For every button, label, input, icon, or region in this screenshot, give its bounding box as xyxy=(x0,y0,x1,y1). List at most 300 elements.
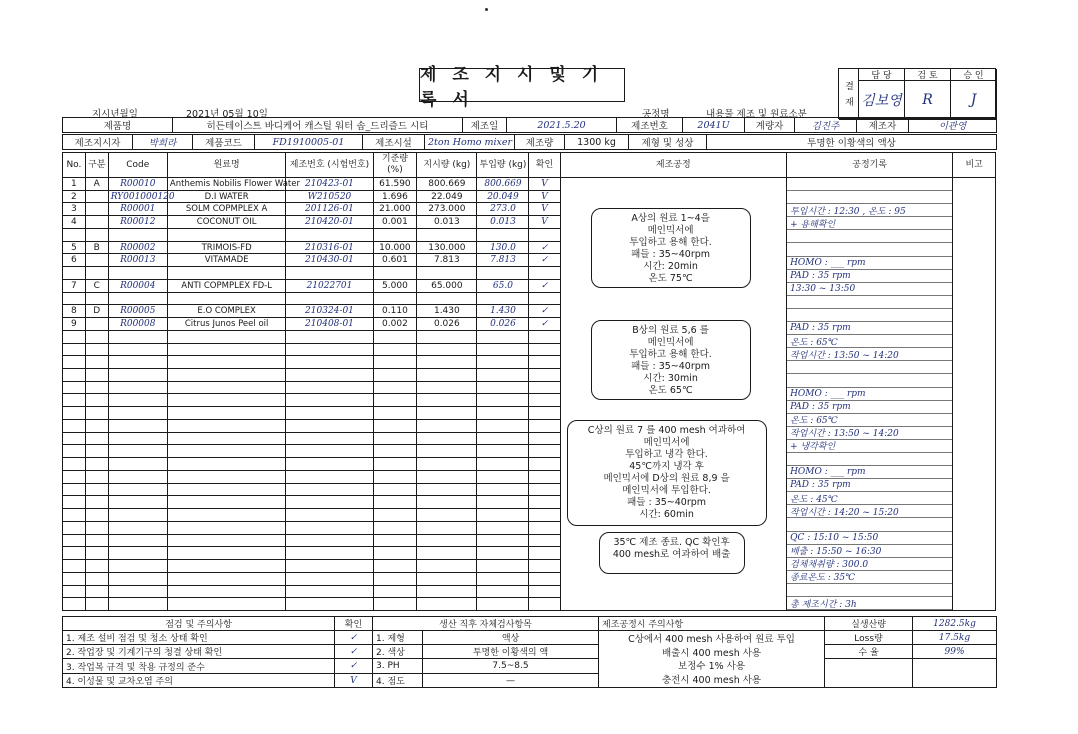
row-phase xyxy=(85,496,108,509)
row-std xyxy=(373,470,417,483)
row-material xyxy=(167,598,285,611)
row-lot xyxy=(286,228,373,241)
row-std xyxy=(373,292,417,305)
row-input xyxy=(477,534,529,547)
record-line xyxy=(787,374,952,387)
row-material xyxy=(167,509,285,522)
row-no xyxy=(63,394,86,407)
row-check xyxy=(529,356,560,369)
row-lot: 210316-01 xyxy=(286,241,373,254)
row-phase xyxy=(85,572,108,585)
row-code: R00004 xyxy=(108,279,167,292)
row-material xyxy=(167,419,285,432)
row-no: 2 xyxy=(63,190,86,203)
note-3: 보정수 1% 사용 xyxy=(678,661,746,672)
row-check xyxy=(529,585,560,598)
row-no xyxy=(63,343,86,356)
row-instructed xyxy=(417,560,477,573)
col-std: 기준량 (%) xyxy=(373,153,417,178)
record-line: PAD : 35 rpm xyxy=(787,270,952,283)
row-lot xyxy=(286,509,373,522)
row-std: 0.002 xyxy=(373,318,417,331)
check-item-2: 2. 작업장 및 기계기구의 청결 상태 확인 xyxy=(63,645,335,659)
row-code xyxy=(108,496,167,509)
record-line: 작업시간 : 13:50 ~ 14:20 xyxy=(787,348,952,361)
row-input: 0.026 xyxy=(477,318,529,331)
row-code: R00008 xyxy=(108,318,167,331)
check-item-1: 1. 제조 설비 점검 및 청소 상태 확인 xyxy=(63,631,335,645)
record-line: + 용해확인 xyxy=(787,217,952,230)
row-code xyxy=(108,572,167,585)
row-lot xyxy=(286,585,373,598)
col-material: 원료명 xyxy=(167,153,285,178)
row-std xyxy=(373,419,417,432)
row-material xyxy=(167,445,285,458)
check-item-4: 4. 이성물 및 교차오염 주의 xyxy=(63,674,335,688)
record-line xyxy=(787,584,952,597)
row-std xyxy=(373,572,417,585)
insp-item-4: 4. 점도 xyxy=(373,674,423,688)
row-check xyxy=(529,330,560,343)
yield-label-1: Loss량 xyxy=(825,631,913,645)
row-check xyxy=(529,419,560,432)
row-input xyxy=(477,509,529,522)
row-code xyxy=(108,394,167,407)
row-instructed xyxy=(417,343,477,356)
row-input xyxy=(477,394,529,407)
row-std xyxy=(373,534,417,547)
row-std xyxy=(373,458,417,471)
mfg-date-label: 제조일 xyxy=(463,118,507,133)
record-line: HOMO : ___ rpm xyxy=(787,388,952,401)
row-instructed xyxy=(417,509,477,522)
row-phase xyxy=(85,432,108,445)
row-std xyxy=(373,369,417,382)
row-instructed xyxy=(417,267,477,280)
orderer-label: 제조지시자 xyxy=(63,135,133,150)
insp-val-3: 7.5~8.5 xyxy=(423,659,599,674)
row-instructed xyxy=(417,445,477,458)
row-no xyxy=(63,267,86,280)
note-2: 배출시 400 mesh 사용 xyxy=(661,647,762,659)
row-phase xyxy=(85,458,108,471)
row-std: 21.000 xyxy=(373,203,417,216)
process-notes xyxy=(599,631,825,688)
record-column xyxy=(787,178,953,611)
mfg-date: 2021.5.20 xyxy=(507,118,617,133)
row-check xyxy=(529,458,560,471)
row-input xyxy=(477,483,529,496)
row-input xyxy=(477,547,529,560)
row-input: 130.0 xyxy=(477,241,529,254)
row-check: ✓ xyxy=(529,305,560,318)
col-no: No. xyxy=(63,153,86,178)
check-title: 점검 및 주의사항 xyxy=(63,617,335,631)
row-input xyxy=(477,521,529,534)
row-no xyxy=(63,521,86,534)
row-std: 0.601 xyxy=(373,254,417,267)
signature-approve: J xyxy=(951,81,997,120)
form: 투명한 이황색의 액상 xyxy=(707,135,997,150)
record-line: 작업시간 : 13:50 ~ 14:20 xyxy=(787,427,952,440)
row-code: R00005 xyxy=(108,305,167,318)
row-no xyxy=(63,381,86,394)
row-lot: 210420-01 xyxy=(286,216,373,229)
row-code xyxy=(108,267,167,280)
row-instructed xyxy=(417,369,477,382)
row-phase xyxy=(85,419,108,432)
process-step-3: C상의 원료 7 를 400 mesh 여과하여 메인믹서에 투입하고 냉각 한다. 45℃까지 냉각 후 메인믹서에 D상의 원료 8,9 을 메인믹서에 투입한다. 패들 : 35~40rpm 시간: 60min xyxy=(567,420,767,526)
row-no: 6 xyxy=(63,254,86,267)
row-no xyxy=(63,483,86,496)
row-phase xyxy=(85,521,108,534)
col-process: 제조공정 xyxy=(560,153,786,178)
row-instructed xyxy=(417,458,477,471)
row-input: 0.013 xyxy=(477,216,529,229)
record-line: + 냉각확인 xyxy=(787,440,952,453)
row-input xyxy=(477,228,529,241)
row-check xyxy=(529,369,560,382)
row-instructed xyxy=(417,534,477,547)
row-phase xyxy=(85,330,108,343)
record-line xyxy=(787,518,952,531)
record-line: 온도 : 65℃ xyxy=(787,414,952,427)
row-lot xyxy=(286,330,373,343)
row-material: TRIMOIS-FD xyxy=(167,241,285,254)
yield-label-2: 수 율 xyxy=(825,645,913,659)
row-phase: A xyxy=(85,178,108,191)
row-phase xyxy=(85,407,108,420)
row-phase xyxy=(85,598,108,611)
row-input xyxy=(477,369,529,382)
row-lot xyxy=(286,521,373,534)
insp-val-4: — xyxy=(423,674,599,688)
row-lot xyxy=(286,267,373,280)
row-code xyxy=(108,560,167,573)
row-lot xyxy=(286,356,373,369)
record-line: 종료온도 : 35℃ xyxy=(787,571,952,584)
row-lot: W210520 xyxy=(286,190,373,203)
row-lot xyxy=(286,407,373,420)
row-phase xyxy=(85,470,108,483)
row-no xyxy=(63,445,86,458)
row-check: ✓ xyxy=(529,318,560,331)
row-std xyxy=(373,509,417,522)
ingredient-table xyxy=(62,152,996,611)
row-std: 0.110 xyxy=(373,305,417,318)
row-code xyxy=(108,356,167,369)
row-phase: B xyxy=(85,241,108,254)
row-material: D.I WATER xyxy=(167,190,285,203)
row-material xyxy=(167,369,285,382)
record-line: 검체채취량 : 300.0 xyxy=(787,558,952,571)
check-mark-2: ✓ xyxy=(335,645,373,659)
row-input xyxy=(477,407,529,420)
row-phase xyxy=(85,483,108,496)
notes-title: 제조공정시 주의사항 xyxy=(599,617,825,631)
insp-item-1: 1. 제형 xyxy=(373,631,423,645)
product-code: FD1910005-01 xyxy=(255,135,363,150)
row-input xyxy=(477,445,529,458)
row-std xyxy=(373,330,417,343)
row-instructed: 0.013 xyxy=(417,216,477,229)
row-material xyxy=(167,356,285,369)
row-std xyxy=(373,521,417,534)
row-code: R00001 xyxy=(108,203,167,216)
row-check xyxy=(529,534,560,547)
row-phase: C xyxy=(85,279,108,292)
record-line: 온도 : 65℃ xyxy=(787,335,952,348)
row-no xyxy=(63,228,86,241)
row-no xyxy=(63,509,86,522)
row-input xyxy=(477,470,529,483)
record-line xyxy=(787,296,952,309)
col-instructed: 지시량 (kg) xyxy=(417,153,477,178)
row-no xyxy=(63,407,86,420)
row-input xyxy=(477,572,529,585)
check-col: 확인 xyxy=(335,617,373,631)
row-phase xyxy=(85,343,108,356)
row-instructed: 7.813 xyxy=(417,254,477,267)
product-name-label: 제품명 xyxy=(63,118,173,133)
record-line xyxy=(787,309,952,322)
row-phase xyxy=(85,267,108,280)
row-material xyxy=(167,292,285,305)
row-phase xyxy=(85,292,108,305)
record-line xyxy=(787,191,952,204)
row-instructed xyxy=(417,228,477,241)
row-material xyxy=(167,534,285,547)
check-mark-1: ✓ xyxy=(335,631,373,645)
batch-size-label: 제조량 xyxy=(515,135,565,150)
row-no xyxy=(63,330,86,343)
row-std xyxy=(373,228,417,241)
row-phase xyxy=(85,509,108,522)
row-lot xyxy=(286,369,373,382)
order-date-label: 지시년월일 xyxy=(92,109,138,120)
row-code xyxy=(108,547,167,560)
row-no: 9 xyxy=(63,318,86,331)
row-check xyxy=(529,267,560,280)
row-code xyxy=(108,521,167,534)
process-name: 내용물 제조 및 원료소분 xyxy=(706,109,807,120)
row-std: 5.000 xyxy=(373,279,417,292)
row-instructed xyxy=(417,394,477,407)
row-material xyxy=(167,521,285,534)
maker-label: 제조자 xyxy=(857,118,909,133)
row-std xyxy=(373,445,417,458)
row-std xyxy=(373,483,417,496)
row-phase xyxy=(85,356,108,369)
row-phase xyxy=(85,381,108,394)
row-check xyxy=(529,394,560,407)
row-phase: D xyxy=(85,305,108,318)
row-lot: 210423-01 xyxy=(286,178,373,191)
row-std xyxy=(373,356,417,369)
row-material xyxy=(167,547,285,560)
row-std xyxy=(373,598,417,611)
row-no xyxy=(63,534,86,547)
row-lot xyxy=(286,394,373,407)
row-lot xyxy=(286,445,373,458)
process-step-2: B상의 원료 5,6 를 메인믹서에 투입하고 용해 한다. 패들 : 35~40rpm 시간: 30min 온도 65℃ xyxy=(591,320,751,400)
row-check: ✓ xyxy=(529,254,560,267)
row-material xyxy=(167,496,285,509)
row-check: ✓ xyxy=(529,241,560,254)
row-input xyxy=(477,292,529,305)
col-input: 투입량 (kg) xyxy=(477,153,529,178)
row-code: R00012 xyxy=(108,216,167,229)
lot-no-label: 제조번호 xyxy=(617,118,683,133)
row-input: 65.0 xyxy=(477,279,529,292)
approval-box xyxy=(838,68,996,119)
row-instructed: 800.669 xyxy=(417,178,477,191)
row-std xyxy=(373,343,417,356)
row-code xyxy=(108,534,167,547)
row-std: 0.001 xyxy=(373,216,417,229)
row-code xyxy=(108,419,167,432)
row-check xyxy=(529,560,560,573)
row-instructed xyxy=(417,292,477,305)
row-no: 8 xyxy=(63,305,86,318)
row-phase xyxy=(85,190,108,203)
col-record: 공정기록 xyxy=(787,153,953,178)
record-line xyxy=(787,230,952,243)
row-material xyxy=(167,267,285,280)
product-header xyxy=(62,117,997,133)
signature-staff: 김보영 xyxy=(859,81,905,120)
col-lot: 제조번호 (시험번호) xyxy=(286,153,373,178)
row-material: E.O COMPLEX xyxy=(167,305,285,318)
col-code: Code xyxy=(108,153,167,178)
row-check xyxy=(529,509,560,522)
row-no xyxy=(63,458,86,471)
insp-val-1: 액상 xyxy=(423,631,599,645)
process-label: 공정명 xyxy=(642,109,670,120)
approval-header-staff: 담 당 xyxy=(859,69,905,81)
row-input: 800.669 xyxy=(477,178,529,191)
record-line: 배출 : 15:50 ~ 16:30 xyxy=(787,545,952,558)
row-check xyxy=(529,343,560,356)
row-material xyxy=(167,394,285,407)
row-phase xyxy=(85,369,108,382)
row-check xyxy=(529,445,560,458)
row-phase xyxy=(85,560,108,573)
row-code xyxy=(108,509,167,522)
note-4: 충전시 400 mesh 사용 xyxy=(661,674,762,686)
row-std xyxy=(373,547,417,560)
row-lot xyxy=(286,458,373,471)
row-check xyxy=(529,483,560,496)
row-code xyxy=(108,432,167,445)
row-lot: 201126-01 xyxy=(286,203,373,216)
approval-header-review: 검 토 xyxy=(905,69,951,81)
row-instructed: 130.000 xyxy=(417,241,477,254)
maker: 이관영 xyxy=(909,118,997,133)
row-code xyxy=(108,228,167,241)
row-instructed xyxy=(417,496,477,509)
insp-item-2: 2. 색상 xyxy=(373,645,423,659)
row-check xyxy=(529,407,560,420)
row-instructed xyxy=(417,381,477,394)
row-std xyxy=(373,381,417,394)
row-material xyxy=(167,585,285,598)
row-std: 10.000 xyxy=(373,241,417,254)
row-material: Citrus Junos Peel oil xyxy=(167,318,285,331)
row-instructed xyxy=(417,419,477,432)
signature-review: R xyxy=(905,81,951,120)
row-input: 273.0 xyxy=(477,203,529,216)
record-line: 투입시간 : 12:30 , 온도 : 95 xyxy=(787,204,952,217)
record-line xyxy=(787,178,952,191)
row-code xyxy=(108,381,167,394)
check-mark-3: ✓ xyxy=(335,659,373,674)
note-1: C상에서 400 mesh 사용하여 원료 투입 xyxy=(628,634,795,645)
row-no: 4 xyxy=(63,216,86,229)
row-check: ✓ xyxy=(529,279,560,292)
row-check xyxy=(529,292,560,305)
record-line: 13:30 ~ 13:50 xyxy=(787,283,952,296)
row-material xyxy=(167,560,285,573)
yield-label-0: 실생산량 xyxy=(825,617,913,631)
row-lot xyxy=(286,534,373,547)
row-check xyxy=(529,521,560,534)
process-step-1: A상의 원료 1~4을 메인믹서에 투입하고 용해 한다. 패들 : 35~40rpm 시간: 20min 온도 75℃ xyxy=(591,208,751,288)
row-no xyxy=(63,292,86,305)
row-lot: 210324-01 xyxy=(286,305,373,318)
yield-value-2: 99% xyxy=(913,645,997,659)
facility: 2ton Homo mixer xyxy=(425,135,515,150)
col-check: 확인 xyxy=(529,153,560,178)
row-code: R00013 xyxy=(108,254,167,267)
row-instructed xyxy=(417,407,477,420)
manufacturing-record-sheet xyxy=(58,62,996,687)
approval-header-approve: 승 인 xyxy=(951,69,997,81)
row-code xyxy=(108,330,167,343)
row-input xyxy=(477,432,529,445)
row-no: 1 xyxy=(63,178,86,191)
row-check xyxy=(529,572,560,585)
record-line: QC : 15:10 ~ 15:50 xyxy=(787,532,952,545)
product-code-label: 제품코드 xyxy=(193,135,255,150)
row-check: V xyxy=(529,216,560,229)
process-column xyxy=(560,178,786,611)
row-no: 7 xyxy=(63,279,86,292)
row-phase xyxy=(85,534,108,547)
row-lot xyxy=(286,470,373,483)
row-material: SOLM COPMPLEX A xyxy=(167,203,285,216)
row-material xyxy=(167,407,285,420)
row-check xyxy=(529,470,560,483)
row-code xyxy=(108,458,167,471)
row-no xyxy=(63,419,86,432)
row-check xyxy=(529,547,560,560)
form-label: 제형 및 성상 xyxy=(629,135,707,150)
row-lot: 210430-01 xyxy=(286,254,373,267)
row-code xyxy=(108,343,167,356)
row-input: 7.813 xyxy=(477,254,529,267)
row-check: V xyxy=(529,190,560,203)
row-instructed: 273.000 xyxy=(417,203,477,216)
product-name: 히든테이스트 바디케어 캐스틸 워터 솝_드리즐드 시티 xyxy=(173,118,463,133)
row-code xyxy=(108,470,167,483)
row-phase xyxy=(85,228,108,241)
row-lot xyxy=(286,343,373,356)
row-lot xyxy=(286,547,373,560)
row-lot xyxy=(286,381,373,394)
row-code xyxy=(108,407,167,420)
record-line: PAD : 35 rpm xyxy=(787,322,952,335)
